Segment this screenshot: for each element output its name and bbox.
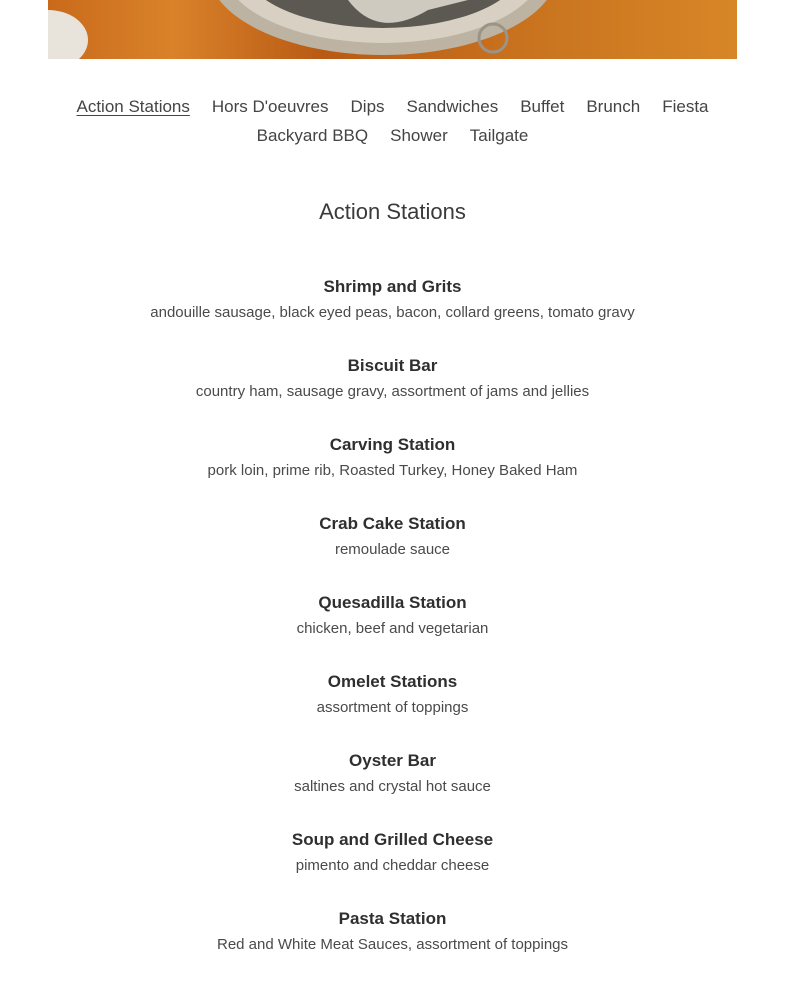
menu-item xyxy=(0,510,785,589)
menu-item xyxy=(0,747,785,826)
menu-item xyxy=(0,589,785,668)
menu-item xyxy=(0,826,785,905)
menu-item-description: andouille sausage, black eyed peas, bacon, collard greens, tomato gravy xyxy=(150,304,635,321)
nav-link-buffet[interactable]: Buffet xyxy=(520,97,565,116)
menu-item-name: Pasta Station xyxy=(338,909,447,928)
category-nav xyxy=(0,92,785,150)
nav-link-shower[interactable]: Shower xyxy=(390,126,448,145)
menu-item-description: chicken, beef and vegetarian xyxy=(296,620,489,637)
menu-list xyxy=(0,273,785,984)
nav-link-tailgate[interactable]: Tailgate xyxy=(469,126,529,145)
menu-item xyxy=(0,352,785,431)
menu-item-description: Red and White Meat Sauces, assortment of toppings xyxy=(216,936,569,953)
menu-item-name: Soup and Grilled Cheese xyxy=(291,830,494,849)
menu-item-description: country ham, sausage gravy, assortment of jams and jellies xyxy=(195,383,590,400)
section-title: Action Stations xyxy=(319,199,466,224)
nav-row xyxy=(0,121,785,150)
menu-item-description: assortment of toppings xyxy=(316,699,469,716)
nav-link-dips[interactable]: Dips xyxy=(350,97,385,116)
menu-item-name: Carving Station xyxy=(329,435,456,454)
menu-item-description: pork loin, prime rib, Roasted Turkey, Honey Baked Ham xyxy=(207,462,578,479)
menu-item xyxy=(0,431,785,510)
menu-item xyxy=(0,905,785,984)
nav-link-brunch[interactable]: Brunch xyxy=(586,97,641,116)
nav-link-fiesta[interactable]: Fiesta xyxy=(662,97,709,116)
menu-item-description: remoulade sauce xyxy=(334,541,451,558)
hero-image xyxy=(48,0,737,59)
menu-item xyxy=(0,273,785,352)
menu-item-name: Crab Cake Station xyxy=(319,514,466,533)
menu-item-name: Oyster Bar xyxy=(349,751,436,770)
nav-link-backyard-bbq[interactable]: Backyard BBQ xyxy=(256,126,369,145)
menu-item-name: Omelet Stations xyxy=(327,672,458,691)
menu-item-name: Shrimp and Grits xyxy=(323,277,462,296)
menu-item-name: Quesadilla Station xyxy=(318,593,467,612)
nav-link-sandwiches[interactable]: Sandwiches xyxy=(406,97,499,116)
menu-item-name: Biscuit Bar xyxy=(347,356,438,375)
nav-row xyxy=(0,92,785,121)
nav-link-hors-d-oeuvres[interactable]: Hors D'oeuvres xyxy=(211,97,329,116)
menu-item-description: pimento and cheddar cheese xyxy=(295,857,490,874)
menu-item xyxy=(0,668,785,747)
menu-item-description: saltines and crystal hot sauce xyxy=(294,778,491,795)
nav-link-action-stations[interactable]: Action Stations xyxy=(76,97,190,116)
